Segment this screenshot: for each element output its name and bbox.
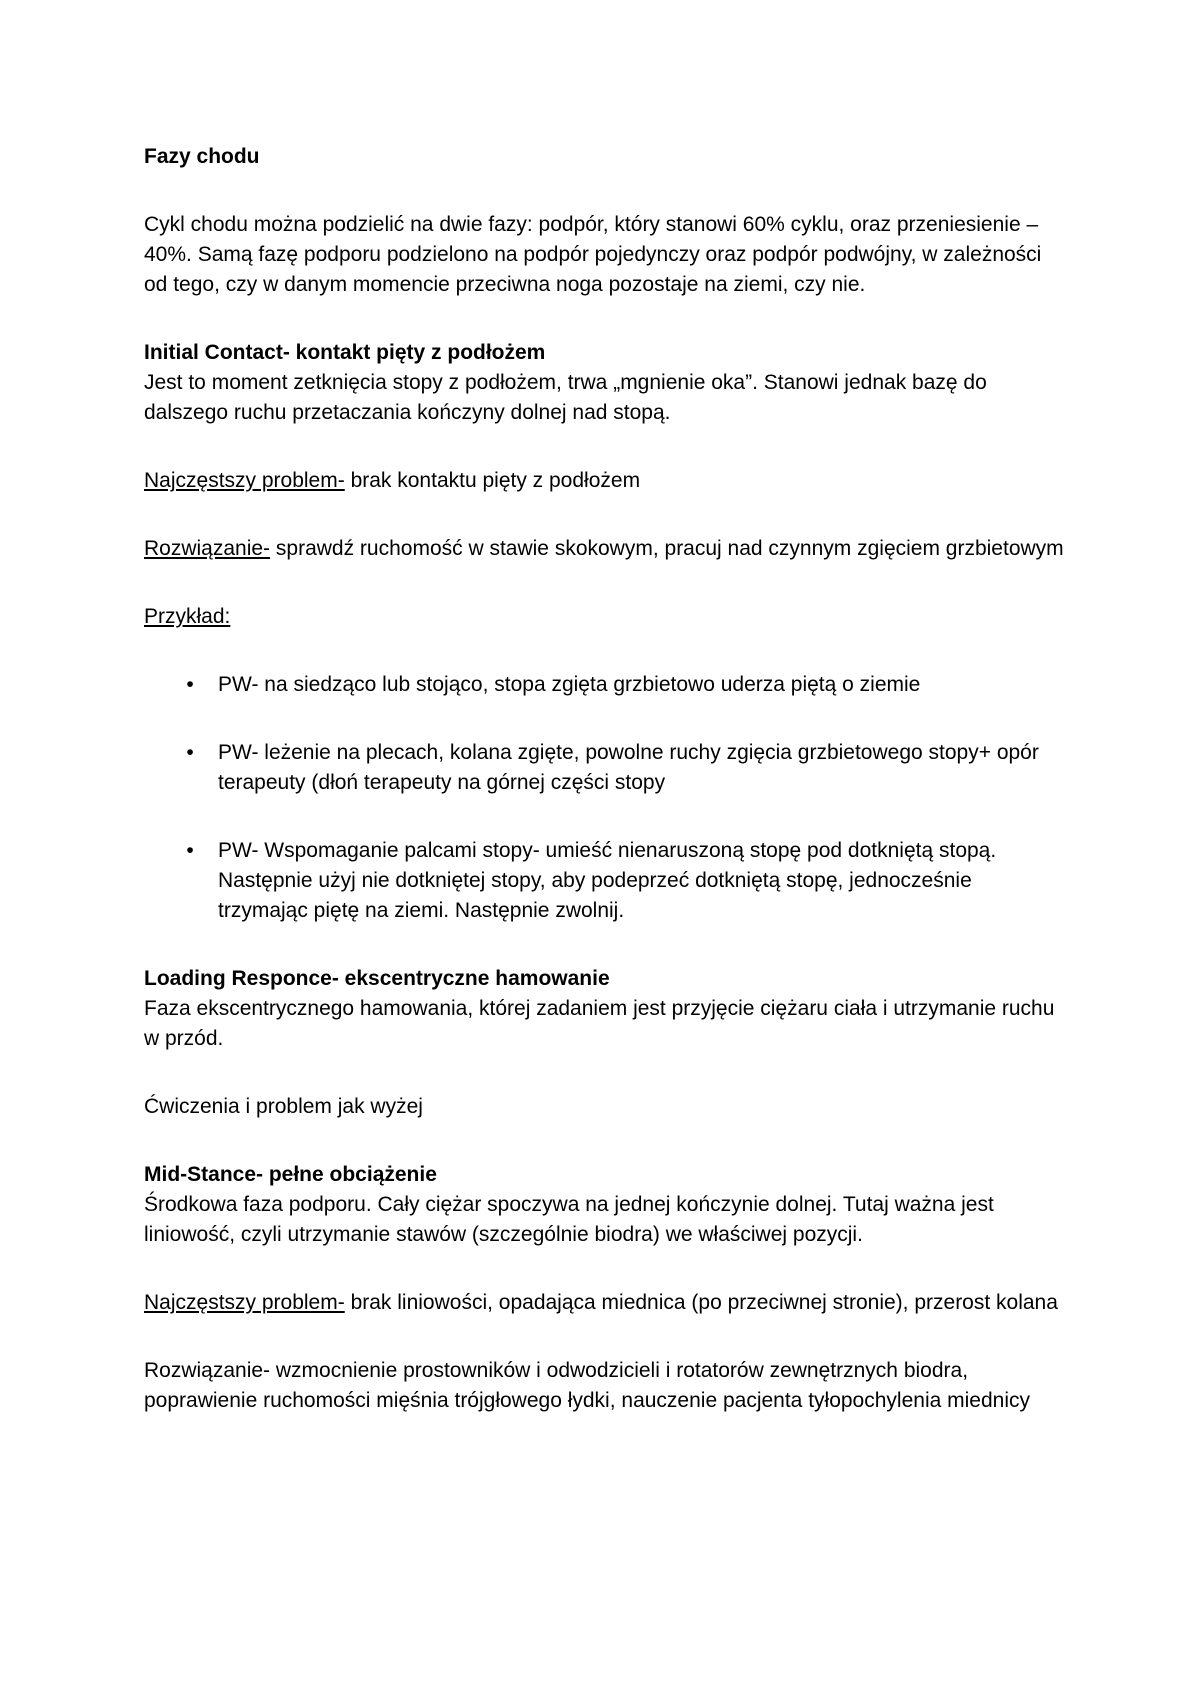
bullet-icon: • bbox=[186, 741, 194, 764]
initial-contact-problem bbox=[144, 466, 1064, 496]
problem-label: Najczęstszy problem- bbox=[144, 469, 345, 492]
list-item-text: PW- leżenie na plecach, kolana zgięte, powolne ruchy zgięcia grzbietowego stopy+ opór terapeuty (dłoń terapeuty na górnej części stopy bbox=[218, 741, 1039, 794]
list-item bbox=[144, 670, 1064, 700]
mid-stance-problem bbox=[144, 1288, 1064, 1318]
example-label bbox=[144, 602, 1064, 632]
intro-paragraph: Cykl chodu można podzielić na dwie fazy: podpór, który stanowi 60% cyklu, oraz przeniesienie – 40%. Samą fazę podporu podzielono na podpór pojedynczy oraz podpór podwójny, w zależności od tego, czy w danym momencie przeciwna noga pozostaje na ziemi, czy nie. bbox=[144, 213, 1042, 296]
document-page bbox=[144, 142, 1064, 1416]
loading-response-heading: Loading Responce- ekscentryczne hamowanie bbox=[144, 967, 610, 990]
problem-label: Najczęstszy problem- bbox=[144, 1291, 345, 1314]
list-item bbox=[144, 836, 1064, 926]
initial-contact-section bbox=[144, 338, 1064, 428]
mid-stance-body: Środkowa faza podporu. Cały ciężar spoczywa na jednej kończynie dolnej. Tutaj ważna jest liniowość, czyli utrzymanie stawów (szczególnie biodra) we właściwej pozycji. bbox=[144, 1193, 994, 1246]
loading-response-body: Faza ekscentrycznego hamowania, której zadaniem jest przyjęcie ciężaru ciała i utrzymanie ruchu w przód. bbox=[144, 997, 1055, 1050]
loading-response-note: Ćwiczenia i problem jak wyżej bbox=[144, 1095, 423, 1118]
mid-stance-section bbox=[144, 1160, 1064, 1250]
solution-text: sprawdź ruchomość w stawie skokowym, pracuj nad czynnym zgięciem grzbietowym bbox=[270, 537, 1064, 560]
initial-contact-heading: Initial Contact- kontakt pięty z podłożem bbox=[144, 341, 546, 364]
list-item-text: PW- na siedząco lub stojąco, stopa zgięta grzbietowo uderza piętą o ziemie bbox=[218, 673, 921, 696]
list-item bbox=[144, 738, 1064, 798]
problem-text: brak kontaktu pięty z podłożem bbox=[344, 469, 641, 492]
loading-response-section bbox=[144, 964, 1064, 1054]
initial-contact-body: Jest to moment zetknięcia stopy z podłożem, trwa „mgnienie oka”. Stanowi jednak bazę do dalszego ruchu przetaczania kończyny dolnej nad stopą. bbox=[144, 371, 987, 424]
bullet-icon: • bbox=[186, 839, 194, 862]
solution-label: Rozwiązanie- bbox=[144, 537, 271, 560]
problem-text: brak liniowości, opadająca miednica (po przeciwnej stronie), przerost kolana bbox=[344, 1291, 1058, 1314]
mid-stance-heading: Mid-Stance- pełne obciążenie bbox=[144, 1163, 437, 1186]
example-list bbox=[144, 670, 1064, 926]
initial-contact-solution bbox=[144, 534, 1064, 564]
document-title: Fazy chodu bbox=[144, 145, 260, 168]
list-item-text: PW- Wspomaganie palcami stopy- umieść nienaruszoną stopę pod dotkniętą stopą. Następnie użyj nie dotkniętej stopy, aby podeprzeć dotkniętą stopę, jednocześnie trzymając piętę na ziemi. Następnie zwolnij. bbox=[218, 839, 997, 922]
bullet-icon: • bbox=[186, 673, 194, 696]
mid-stance-solution: Rozwiązanie- wzmocnienie prostowników i odwodzicieli i rotatorów zewnętrznych biodra, poprawienie ruchomości mięśnia trójgłowego łydki, nauczenie pacjenta tyłopochylenia miednicy bbox=[144, 1359, 1030, 1412]
example-label-text: Przykład: bbox=[144, 605, 231, 628]
